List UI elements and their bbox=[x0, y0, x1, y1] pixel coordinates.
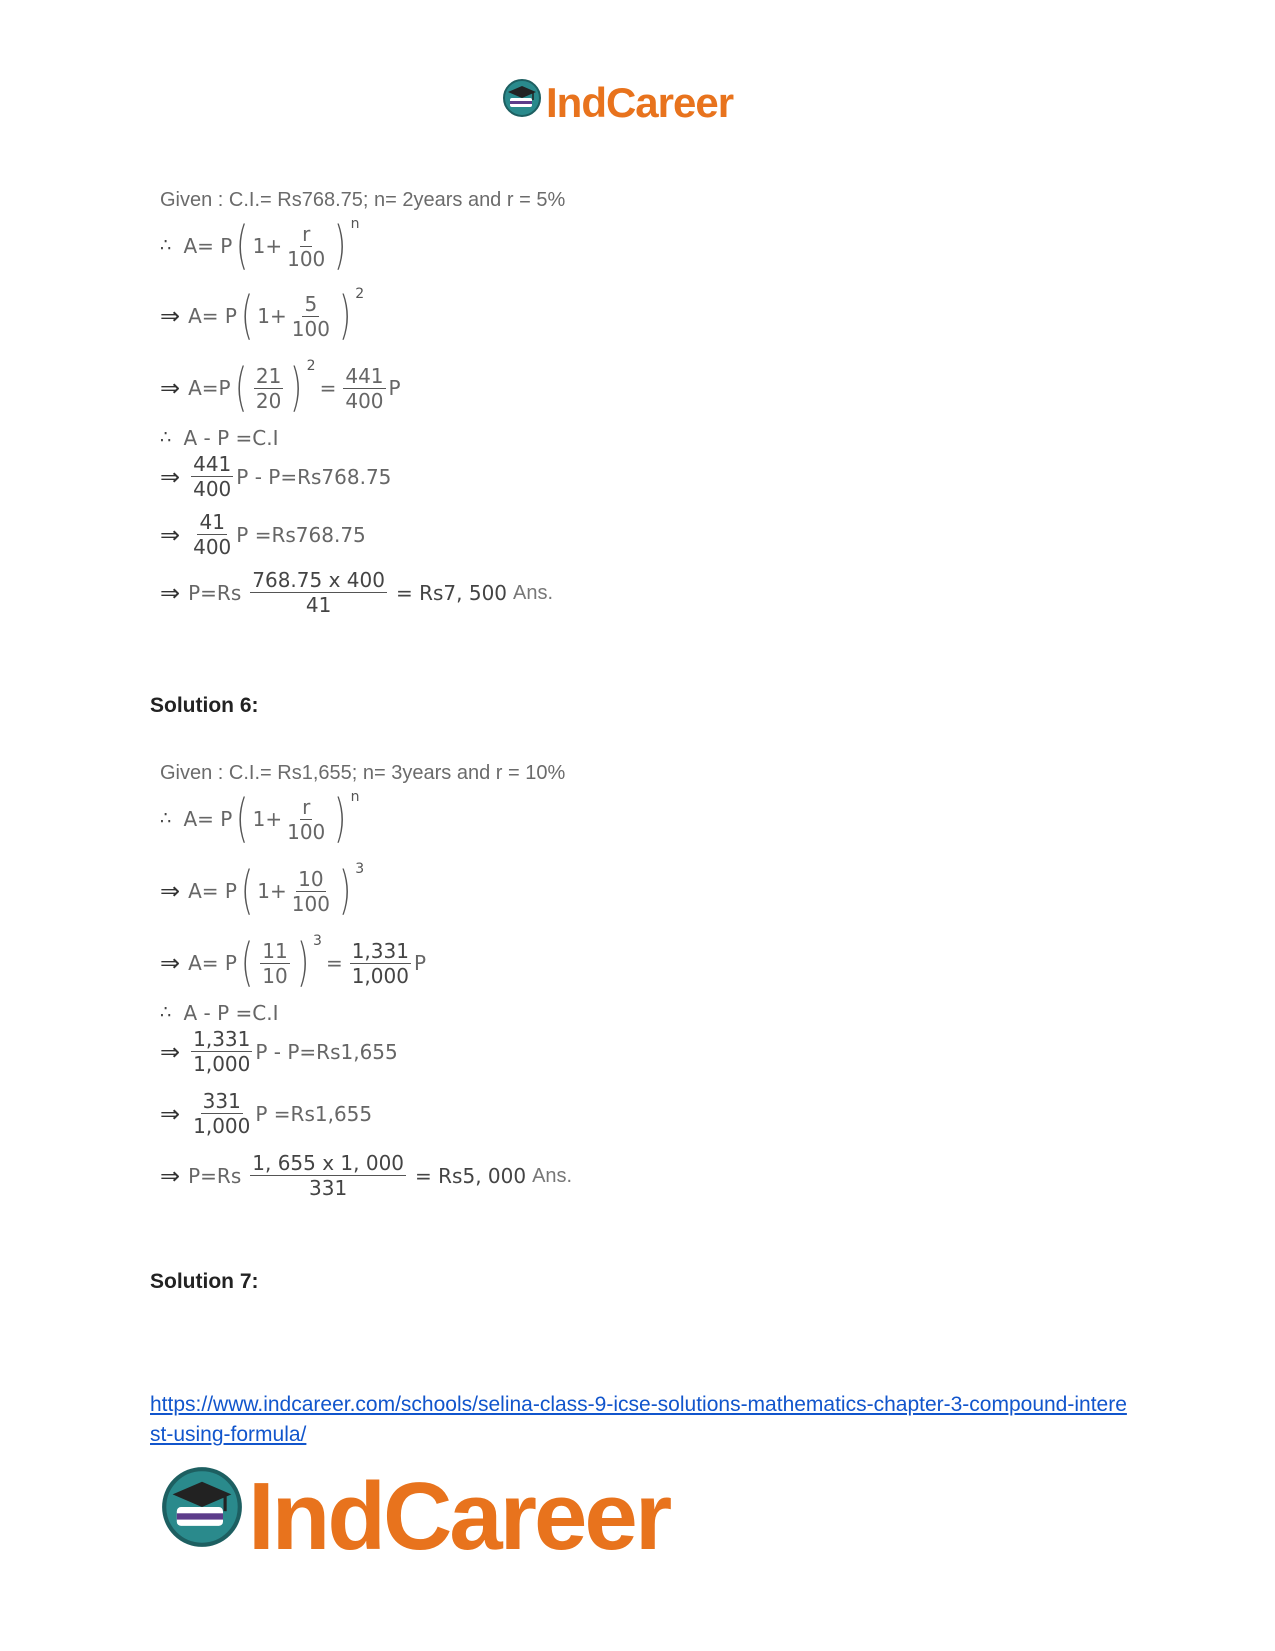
solution-5-math bbox=[160, 190, 640, 650]
math-line-4: ∴ A - P =C.I bbox=[160, 426, 279, 450]
fraction: $\frac{441}{400}$ bbox=[193, 452, 232, 501]
graduation-book-icon bbox=[160, 1462, 244, 1572]
footer-logo bbox=[160, 1462, 669, 1572]
given-line: Given : C.I.= Rs1,655; n= 3years and r = 10% bbox=[160, 762, 566, 784]
fraction: $\frac{11}{10}$ bbox=[262, 938, 288, 988]
graduation-book-icon bbox=[502, 78, 542, 128]
fraction: $\frac{1, 655 x 1, 000}{331}$ bbox=[252, 1151, 405, 1200]
implies-arrow: ⇒ bbox=[160, 877, 181, 905]
fraction: $\frac{768.75 x 400}{41}$ bbox=[252, 568, 385, 617]
implies-arrow: ⇒ bbox=[160, 1037, 181, 1066]
implies-arrow: ⇒ bbox=[160, 374, 181, 402]
math-line-1: ∴ A= P ( 1+ $\frac{r}{100}$ ) n bbox=[160, 216, 360, 276]
logo-text: IndCareer bbox=[248, 1463, 670, 1570]
math-line-6: ⇒ $\frac{41}{400}$ P =Rs768.75 bbox=[160, 510, 366, 559]
implies-arrow: ⇒ bbox=[160, 520, 181, 549]
therefore-symbol: ∴ bbox=[160, 427, 172, 448]
fraction: $\frac{1,331}{1,000}$ bbox=[193, 1027, 251, 1076]
math-line-5: ⇒ $\frac{441}{400}$ P - P=Rs768.75 bbox=[160, 452, 392, 501]
logo-text: IndCareer bbox=[546, 79, 734, 126]
source-link[interactable]: https://www.indcareer.com/schools/selina-class-9-icse-solutions-mathematics-chapter-3-compound-interest-using-formula/ bbox=[150, 1393, 1127, 1446]
math-line-4: ∴ A - P =C.I bbox=[160, 1001, 279, 1025]
fraction: $\frac{41}{400}$ bbox=[193, 510, 232, 559]
fraction: $\frac{10}{100}$ bbox=[291, 866, 330, 916]
math-line-5: ⇒ $\frac{1,331}{1,000}$ P - P=Rs1,655 bbox=[160, 1027, 398, 1076]
math-line-1: ∴ A= P ( 1+ $\frac{r}{100}$ ) n bbox=[160, 789, 360, 849]
math-line-2: ⇒ A= P ( 1+ $\frac{5}{100}$ ) 2 bbox=[160, 286, 365, 346]
therefore-symbol: ∴ bbox=[160, 1002, 172, 1023]
solution-6-math bbox=[160, 763, 640, 1223]
therefore-symbol: ∴ bbox=[160, 808, 172, 829]
fraction: $\frac{1,331}{1,000}$ bbox=[351, 938, 409, 988]
math-line-2: ⇒ A= P ( 1+ $\frac{10}{100}$ ) 3 bbox=[160, 861, 365, 921]
given-line: Given : C.I.= Rs768.75; n= 2years and r = 5% bbox=[160, 189, 566, 211]
math-line-3: ⇒ A=P ( $\frac{21}{20}$ ) 2 = $\frac{441}{400}$ P bbox=[160, 358, 401, 418]
solution-7-heading: Solution 7: bbox=[150, 1270, 259, 1293]
fraction: $\frac{r}{100}$ bbox=[287, 794, 326, 844]
therefore-symbol: ∴ bbox=[160, 235, 172, 256]
implies-arrow: ⇒ bbox=[160, 462, 181, 491]
math-line-6: ⇒ $\frac{331}{1,000}$ P =Rs1,655 bbox=[160, 1089, 373, 1138]
implies-arrow: ⇒ bbox=[160, 1161, 181, 1190]
fraction: $\frac{5}{100}$ bbox=[291, 291, 330, 341]
header-logo bbox=[502, 78, 733, 128]
solution-6-heading: Solution 6: bbox=[150, 694, 259, 717]
implies-arrow: ⇒ bbox=[160, 578, 181, 607]
math-line-3: ⇒ A= P ( $\frac{11}{10}$ ) 3 = $\frac{1,331}{1,000}$ P bbox=[160, 933, 427, 993]
fraction: $\frac{331}{1,000}$ bbox=[193, 1089, 251, 1138]
fraction: $\frac{r}{100}$ bbox=[287, 221, 326, 271]
fraction: $\frac{21}{20}$ bbox=[255, 363, 282, 413]
implies-arrow: ⇒ bbox=[160, 949, 181, 977]
implies-arrow: ⇒ bbox=[160, 302, 181, 330]
math-line-7: ⇒ P=Rs $\frac{768.75 x 400}{41}$ = Rs7, 500 Ans. bbox=[160, 568, 554, 617]
implies-arrow: ⇒ bbox=[160, 1099, 181, 1128]
fraction: $\frac{441}{400}$ bbox=[345, 363, 384, 413]
math-line-7: ⇒ P=Rs $\frac{1, 655 x 1, 000}{331}$ = Rs5, 000 Ans. bbox=[160, 1151, 573, 1200]
